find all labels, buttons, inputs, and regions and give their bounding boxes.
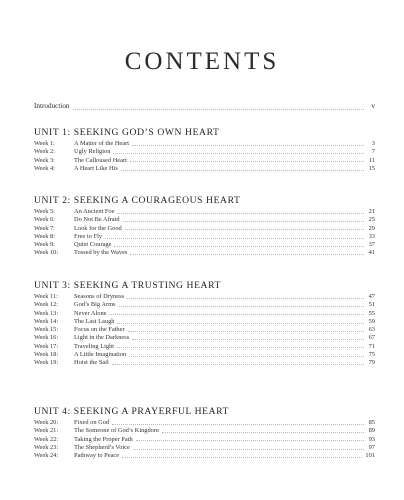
entry-page: 11	[368, 156, 375, 164]
entry-title: Do Not Be Afraid	[74, 216, 120, 224]
toc-entry[interactable]	[34, 301, 375, 309]
entry-page: 47	[368, 293, 375, 300]
entry-title: Seasons of Dryness	[74, 293, 125, 300]
week-label: Week 7:	[34, 224, 55, 232]
entry-page: 89	[368, 427, 375, 435]
dot-leader	[123, 221, 364, 222]
week-label: Week 15:	[34, 326, 59, 334]
entry-page: 79	[368, 359, 375, 367]
dot-leader	[122, 457, 362, 458]
entry-title: The Shepherd’s Voice	[74, 443, 130, 451]
unit-title: UNIT 3: SEEKING A TRUSTING HEART	[34, 280, 221, 291]
dot-leader	[132, 145, 364, 146]
entry-page: 15	[368, 164, 375, 172]
entry-title: Free to Fly	[74, 232, 103, 240]
dot-leader	[113, 153, 364, 154]
week-label: Week 8:	[34, 232, 55, 240]
entry-page: 55	[368, 309, 375, 317]
entry-page: 51	[368, 301, 375, 309]
entry-title: An Ancient Foe	[74, 208, 115, 215]
toc-entry[interactable]	[34, 427, 375, 435]
unit-title: UNIT 2: SEEKING A COURAGEOUS HEART	[34, 195, 241, 206]
toc-entry[interactable]	[34, 419, 375, 427]
entry-title: A Heart Like His	[74, 164, 118, 172]
toc-entry[interactable]	[34, 140, 375, 148]
toc-entry[interactable]	[34, 436, 375, 444]
week-label: Week 13:	[34, 309, 59, 317]
dot-leader	[130, 254, 364, 255]
entry-title: Quiet Courage	[74, 241, 112, 249]
unit-section	[34, 405, 375, 460]
entry-page: 67	[368, 334, 375, 342]
entry-title: Hoist the Sail	[74, 359, 109, 367]
entry-page: 33	[368, 232, 375, 240]
week-label: Week 18:	[34, 351, 59, 359]
entry-title: Light in the Darkness	[74, 334, 130, 342]
toc-entry[interactable]	[34, 165, 375, 173]
toc-entry[interactable]	[34, 351, 375, 359]
entry-title: Tossed by the Waves	[74, 249, 128, 257]
toc-entry[interactable]	[34, 359, 375, 367]
entry-page: 29	[368, 224, 375, 232]
week-label: Week 5:	[34, 208, 55, 215]
toc-entry[interactable]	[34, 293, 375, 301]
entry-page: 3	[371, 140, 375, 147]
toc-entry[interactable]	[34, 216, 375, 224]
unit-section	[34, 126, 375, 173]
unit-section	[34, 279, 375, 368]
entry-page: 25	[368, 216, 375, 224]
entry-page: 101	[365, 452, 375, 460]
week-label: Week 6:	[34, 216, 55, 224]
toc-entry[interactable]	[34, 233, 375, 241]
toc-entry[interactable]	[34, 310, 375, 318]
dot-leader	[127, 298, 364, 299]
dot-leader	[162, 432, 364, 433]
toc-entry[interactable]	[34, 444, 375, 452]
toc-entry[interactable]	[34, 318, 375, 326]
toc-entry[interactable]	[34, 326, 375, 334]
entry-page: 59	[368, 317, 375, 325]
entry-page: 21	[368, 208, 375, 215]
week-label: Week 4:	[34, 164, 55, 172]
toc-entry-introduction[interactable]	[34, 102, 375, 114]
week-label: Week 2:	[34, 148, 55, 156]
week-label: Week 9:	[34, 241, 55, 249]
entry-title: The Calloused Heart	[74, 156, 127, 164]
week-label: Week 24:	[34, 452, 59, 460]
unit-title: UNIT 4: SEEKING A PRAYERFUL HEART	[34, 406, 230, 417]
dot-leader	[112, 424, 364, 425]
week-label: Week 3:	[34, 156, 55, 164]
week-label: Week 14:	[34, 317, 59, 325]
toc-entry[interactable]	[34, 225, 375, 233]
unit-title: UNIT 1: SEEKING GOD’S OWN HEART	[34, 127, 220, 138]
week-label: Week 20:	[34, 419, 59, 426]
entry-page: 41	[368, 249, 375, 257]
entry-title: Traveling Light	[74, 342, 115, 350]
entry-title: Focus on the Father	[74, 326, 125, 334]
dot-leader	[105, 238, 364, 239]
week-label: Week 10:	[34, 249, 59, 257]
entry-title: Taking the Proper Path	[74, 435, 133, 443]
dot-leader	[117, 213, 364, 214]
entry-page: 71	[368, 342, 375, 350]
entry-title: Introduction	[34, 102, 70, 110]
week-label: Week 16:	[34, 334, 59, 342]
dot-leader	[73, 109, 364, 110]
dot-leader	[129, 356, 364, 357]
entry-page: 75	[368, 351, 375, 359]
dot-leader	[136, 440, 364, 441]
toc-entry[interactable]	[34, 334, 375, 342]
entry-title: The Someone of God’s Kingdom	[74, 427, 159, 435]
dot-leader	[132, 339, 364, 340]
entry-page: 37	[368, 241, 375, 249]
dot-leader	[109, 314, 364, 315]
entry-title: Ugly Religion	[74, 148, 111, 156]
toc-entry[interactable]	[34, 343, 375, 351]
toc-entry[interactable]	[34, 452, 375, 460]
week-label: Week 23:	[34, 443, 59, 451]
week-label: Week 11:	[34, 293, 58, 300]
dot-leader	[117, 347, 364, 348]
entry-page: 85	[368, 419, 375, 426]
entry-page: v	[371, 102, 375, 110]
week-label: Week 12:	[34, 301, 59, 309]
toc-entry[interactable]	[34, 241, 375, 249]
entry-title: A Little Imagination	[74, 351, 127, 359]
entry-title: Fixed on God	[74, 419, 110, 426]
entry-page: 97	[368, 443, 375, 451]
entry-page: 7	[371, 148, 375, 156]
week-label: Week 19:	[34, 359, 59, 367]
week-label: Week 22:	[34, 435, 59, 443]
toc-entry[interactable]	[34, 249, 375, 257]
page-title: CONTENTS	[124, 48, 280, 75]
dot-leader	[121, 170, 364, 171]
entry-title: Never Alone	[74, 309, 107, 317]
entry-title: God’s Big Arms	[74, 301, 116, 309]
week-label: Week 17:	[34, 342, 59, 350]
entry-page: 93	[368, 435, 375, 443]
entry-title: The Last Laugh	[74, 317, 115, 325]
toc-entry[interactable]	[34, 148, 375, 156]
dot-leader	[130, 161, 364, 162]
dot-leader	[114, 246, 364, 247]
toc-entry[interactable]	[34, 157, 375, 165]
week-label: Week 21:	[34, 427, 59, 435]
week-label: Week 1:	[34, 140, 55, 147]
dot-leader	[112, 364, 364, 365]
dot-leader	[133, 449, 364, 450]
entry-title: Pathway to Peace	[74, 452, 120, 460]
dot-leader	[117, 323, 364, 324]
entry-title: Look for the Good	[74, 224, 122, 232]
unit-section	[34, 194, 375, 258]
toc-entry[interactable]	[34, 208, 375, 216]
dot-leader	[125, 229, 364, 230]
dot-leader	[119, 306, 364, 307]
entry-page: 63	[368, 326, 375, 334]
entry-title: A Matter of the Heart	[74, 140, 130, 147]
dot-leader	[128, 331, 364, 332]
